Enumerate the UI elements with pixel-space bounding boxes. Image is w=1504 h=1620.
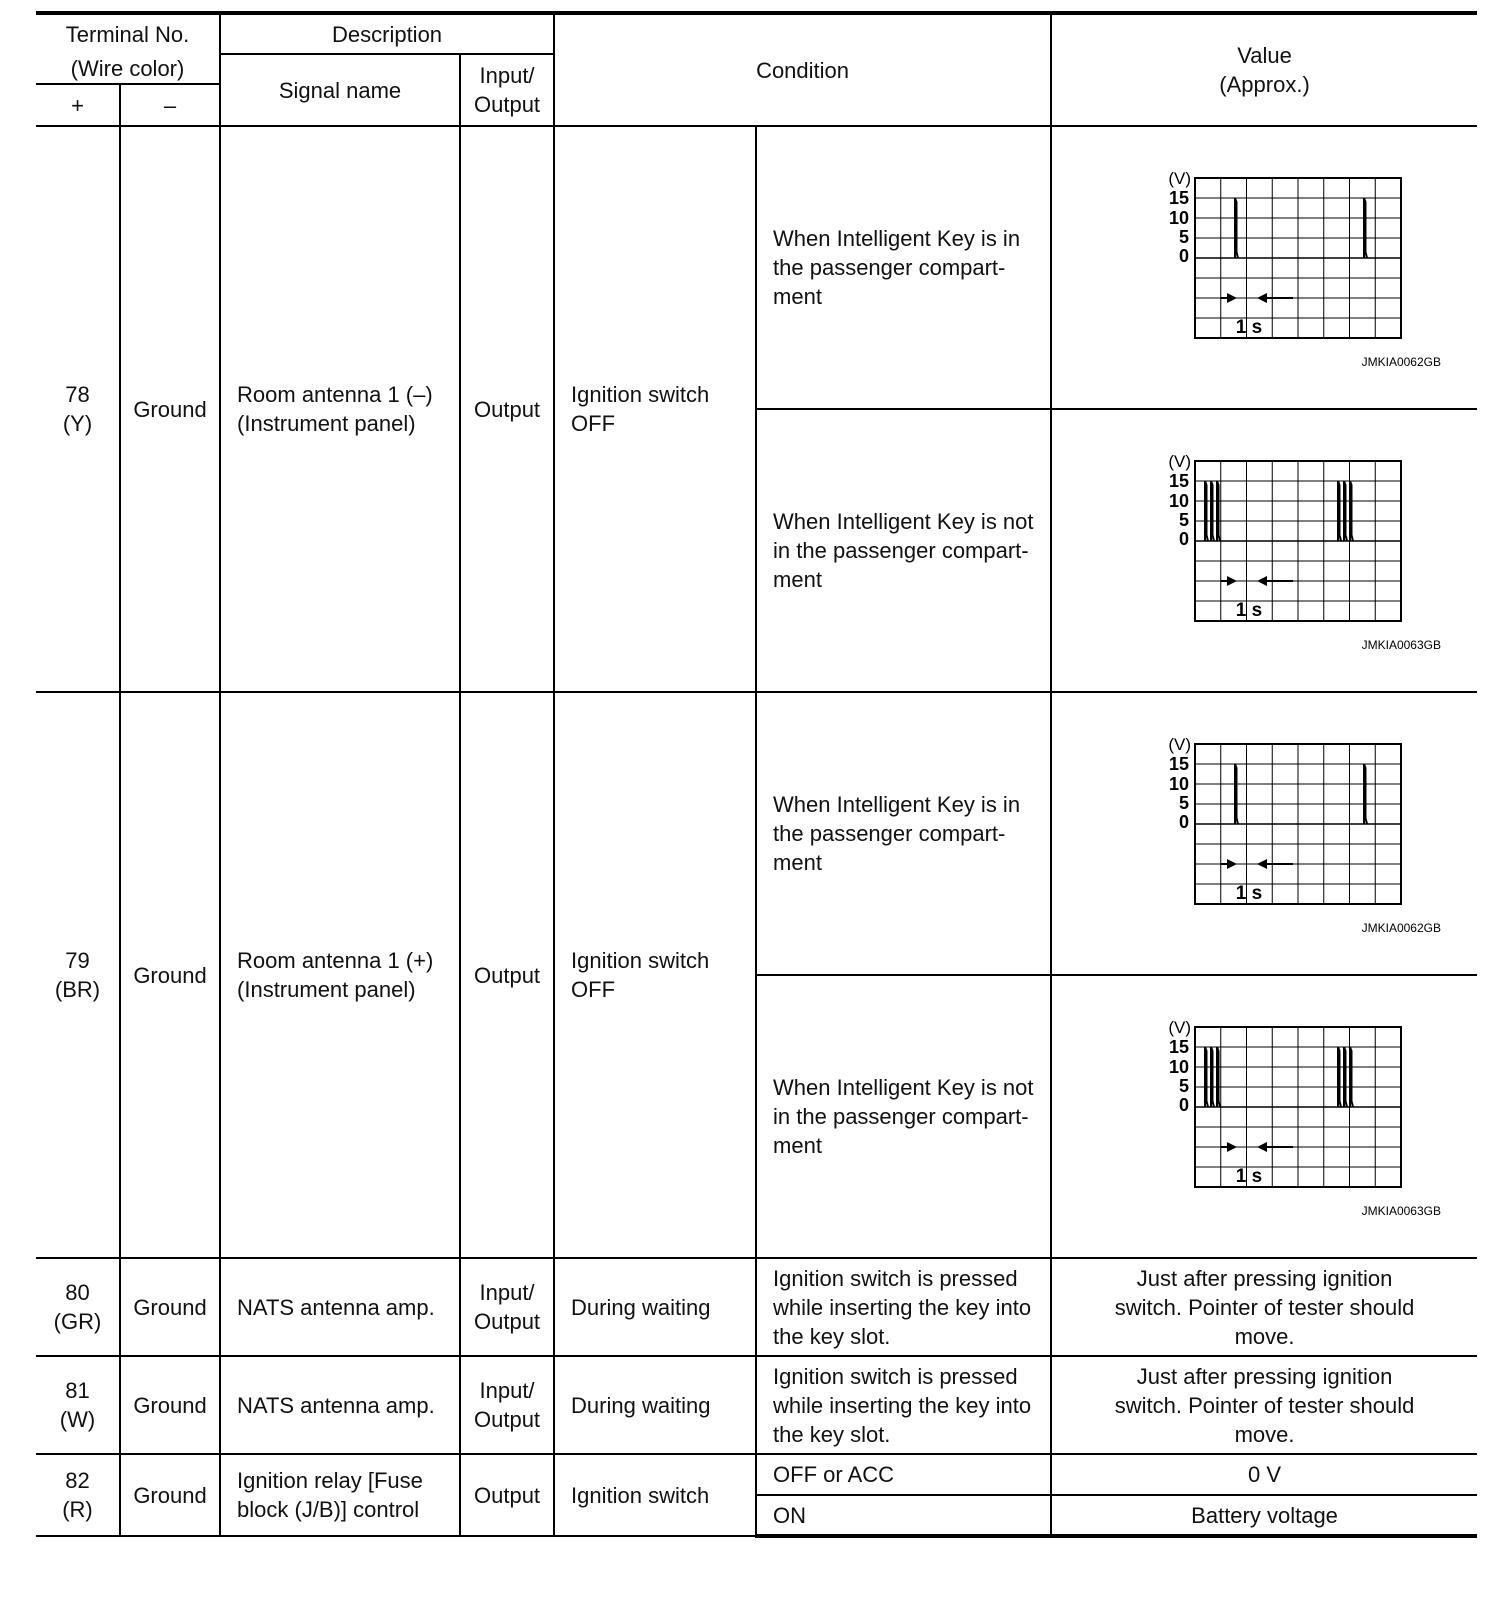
sub-condition-line: ment <box>773 567 822 592</box>
figure-code: JMKIA0063GB <box>1361 637 1441 652</box>
sub-condition-line: the passenger compart- <box>773 255 1006 280</box>
value-header-approx: (Approx.) <box>1219 72 1310 97</box>
unit-label: (V) <box>1167 734 1191 754</box>
description-header: Description <box>220 13 554 54</box>
terminal-cell <box>36 1454 120 1536</box>
terminal-number: 79 <box>65 948 90 973</box>
sub-condition-line: Ignition switch is pressed <box>773 1363 1018 1389</box>
signal-line: (Instrument panel) <box>237 977 416 1002</box>
table-row <box>36 692 1477 975</box>
io-line: Input/ <box>479 1280 535 1305</box>
figure-code: JMKIA0063GB <box>1361 1203 1441 1218</box>
sub-condition-cell <box>756 409 1051 692</box>
waveform-chart <box>1115 1007 1441 1227</box>
waveform-pulse <box>1350 1047 1353 1107</box>
value-line: Just after pressing ignition <box>1136 1265 1393 1291</box>
waveform-pulse <box>1338 481 1341 541</box>
tick-label: 5 <box>1178 509 1189 530</box>
tick-label: 15 <box>1168 1036 1189 1057</box>
condition-cell: During waiting <box>554 1258 756 1356</box>
io-cell: Output <box>460 1454 554 1536</box>
waveform-pulse <box>1235 764 1238 824</box>
tick-label: 10 <box>1168 1056 1189 1077</box>
timescale-label: 1 s <box>1235 882 1262 904</box>
terminal-header <box>36 13 220 54</box>
wire-color: (BR) <box>54 977 101 1002</box>
signal-name-header: Signal name <box>220 54 460 126</box>
state-cell: OFF or ACC <box>756 1454 1051 1495</box>
condition-cell: During waiting <box>554 1356 756 1454</box>
sub-condition-line: the passenger compart- <box>773 821 1006 846</box>
waveform-pulse <box>1205 481 1208 541</box>
waveform-chart <box>1115 724 1441 944</box>
timescale-arrowhead <box>1227 1142 1237 1152</box>
timescale-arrowhead <box>1257 859 1267 869</box>
terminal-cell <box>36 1356 120 1454</box>
io-line: Output <box>474 1407 541 1432</box>
waveform-pulse <box>1338 1047 1341 1107</box>
waveform-pulse <box>1205 1047 1208 1107</box>
condition-cell: Ignition switch <box>554 1454 756 1536</box>
tick-label: 10 <box>1168 773 1189 794</box>
sub-condition-line: ment <box>773 284 822 309</box>
value-line: switch. Pointer of tester should <box>1114 1294 1415 1320</box>
condition-line: OFF <box>571 411 616 436</box>
condition-cell <box>554 692 756 1258</box>
unit-label: (V) <box>1167 451 1191 471</box>
signal-name-cell: NATS antenna amp. <box>220 1356 460 1454</box>
value-cell: 0 V <box>1051 1454 1477 1495</box>
waveform-pulse <box>1344 1047 1347 1107</box>
sub-condition-line: the key slot. <box>773 1421 891 1447</box>
figure-code: JMKIA0062GB <box>1361 920 1441 935</box>
figure-code: JMKIA0062GB <box>1361 354 1441 369</box>
value-cell <box>1051 1356 1477 1454</box>
waveform-cell <box>1051 975 1477 1258</box>
io-header-line2: Output <box>474 92 541 117</box>
signal-line: Ignition relay [Fuse <box>237 1468 423 1493</box>
signal-name-cell: NATS antenna amp. <box>220 1258 460 1356</box>
value-cell <box>1051 1258 1477 1356</box>
sub-condition-cell <box>756 1258 1051 1356</box>
timescale-label: 1 s <box>1235 1165 1262 1187</box>
sub-condition-line: When Intelligent Key is in <box>773 792 1021 817</box>
minus-header: – <box>120 84 220 126</box>
tick-label: 15 <box>1168 470 1189 491</box>
io-cell: Output <box>460 126 554 692</box>
tick-label: 5 <box>1178 226 1189 247</box>
wire-color: (W) <box>59 1407 96 1432</box>
wire-color: (GR) <box>53 1309 102 1334</box>
sub-condition-line: in the passenger compart- <box>773 1104 1029 1129</box>
signal-line: Room antenna 1 (–) <box>237 382 433 407</box>
io-header-line1: Input/ <box>479 63 535 88</box>
waveform-pulse <box>1235 198 1238 258</box>
terminal-cell <box>36 692 120 1258</box>
tick-label: 5 <box>1178 1075 1189 1096</box>
io-cell: Output <box>460 692 554 1258</box>
sub-condition-line: while inserting the key into <box>773 1294 1032 1320</box>
condition-header: Condition <box>554 13 1051 126</box>
timescale-label: 1 s <box>1235 599 1262 621</box>
tick-label: 0 <box>1178 1094 1189 1115</box>
sub-condition-cell <box>756 692 1051 975</box>
signal-line: (Instrument panel) <box>237 411 416 436</box>
terminal-cell <box>36 1258 120 1356</box>
tick-label: 0 <box>1178 245 1189 266</box>
terminal-number: 78 <box>65 382 90 407</box>
waveform-cell <box>1051 692 1477 975</box>
sub-condition-line: When Intelligent Key is not <box>773 509 1034 534</box>
sub-condition-line: When Intelligent Key is not <box>773 1075 1034 1100</box>
ground-cell: Ground <box>120 692 220 1258</box>
condition-line: Ignition switch <box>571 948 710 973</box>
waveform-pulse <box>1364 764 1367 824</box>
terminal-number: 81 <box>65 1378 90 1403</box>
ground-cell: Ground <box>120 1258 220 1356</box>
table-row <box>36 1258 1477 1356</box>
waveform-pulse <box>1217 1047 1220 1107</box>
value-line: switch. Pointer of tester should <box>1114 1392 1415 1418</box>
value-header-label: Value <box>1237 43 1292 68</box>
io-line: Input/ <box>479 1378 535 1403</box>
waveform-pulse <box>1211 481 1214 541</box>
value-header <box>1051 13 1477 126</box>
terminal-spec-table <box>36 11 1477 1538</box>
timescale-arrowhead <box>1227 293 1237 303</box>
sub-condition-line: ment <box>773 850 822 875</box>
value-line: move. <box>1234 1323 1295 1349</box>
sub-condition-line: the key slot. <box>773 1323 891 1349</box>
timescale-arrowhead <box>1227 576 1237 586</box>
tick-label: 10 <box>1168 490 1189 511</box>
terminal-cell <box>36 126 120 692</box>
tick-label: 0 <box>1178 811 1189 832</box>
sub-condition-cell <box>756 1356 1051 1454</box>
waveform-cell <box>1051 126 1477 409</box>
table-row <box>36 1454 1477 1495</box>
ground-cell: Ground <box>120 126 220 692</box>
timescale-label: 1 s <box>1235 316 1262 338</box>
ground-cell: Ground <box>120 1454 220 1536</box>
signal-name-cell <box>220 692 460 1258</box>
sub-condition-cell <box>756 126 1051 409</box>
sub-condition-line: Ignition switch is pressed <box>773 1265 1018 1291</box>
waveform-pulse <box>1211 1047 1214 1107</box>
sub-condition-line: in the passenger compart- <box>773 538 1029 563</box>
condition-line: Ignition switch <box>571 382 710 407</box>
terminal-number: 82 <box>65 1468 90 1493</box>
waveform-chart <box>1115 158 1441 378</box>
tick-label: 0 <box>1178 528 1189 549</box>
value-line: move. <box>1234 1421 1295 1447</box>
terminal-number: 80 <box>65 1280 90 1305</box>
wire-color-header: (Wire color) <box>36 54 220 84</box>
table-row <box>36 126 1477 409</box>
io-header <box>460 54 554 126</box>
sub-condition-line: When Intelligent Key is in <box>773 226 1021 251</box>
tick-label: 15 <box>1168 187 1189 208</box>
waveform-cell <box>1051 409 1477 692</box>
signal-name-cell <box>220 1454 460 1536</box>
waveform-chart <box>1115 441 1441 661</box>
sub-condition-cell <box>756 975 1051 1258</box>
state-cell: ON <box>756 1495 1051 1536</box>
timescale-arrowhead <box>1227 859 1237 869</box>
value-line: Just after pressing ignition <box>1136 1363 1393 1389</box>
waveform-pulse <box>1217 481 1220 541</box>
wire-color: (Y) <box>62 411 93 436</box>
ground-cell: Ground <box>120 1356 220 1454</box>
condition-line: OFF <box>571 977 616 1002</box>
signal-line: block (J/B)] control <box>237 1497 420 1522</box>
tick-label: 10 <box>1168 207 1189 228</box>
signal-line: Room antenna 1 (+) <box>237 948 434 973</box>
wire-color: (R) <box>62 1497 93 1522</box>
sub-condition-line: while inserting the key into <box>773 1392 1032 1418</box>
io-cell <box>460 1356 554 1454</box>
terminal-header-label: Terminal No. <box>65 22 190 47</box>
table-row <box>36 1356 1477 1454</box>
waveform-pulse <box>1350 481 1353 541</box>
plus-header: + <box>36 84 120 126</box>
signal-name-cell <box>220 126 460 692</box>
waveform-pulse <box>1364 198 1367 258</box>
unit-label: (V) <box>1167 1017 1191 1037</box>
timescale-arrowhead <box>1257 1142 1267 1152</box>
tick-label: 5 <box>1178 792 1189 813</box>
io-line: Output <box>474 1309 541 1334</box>
condition-cell <box>554 126 756 692</box>
timescale-arrowhead <box>1257 293 1267 303</box>
value-cell: Battery voltage <box>1051 1495 1477 1536</box>
waveform-pulse <box>1344 481 1347 541</box>
timescale-arrowhead <box>1257 576 1267 586</box>
unit-label: (V) <box>1167 168 1191 188</box>
tick-label: 15 <box>1168 753 1189 774</box>
io-cell <box>460 1258 554 1356</box>
sub-condition-line: ment <box>773 1133 822 1158</box>
